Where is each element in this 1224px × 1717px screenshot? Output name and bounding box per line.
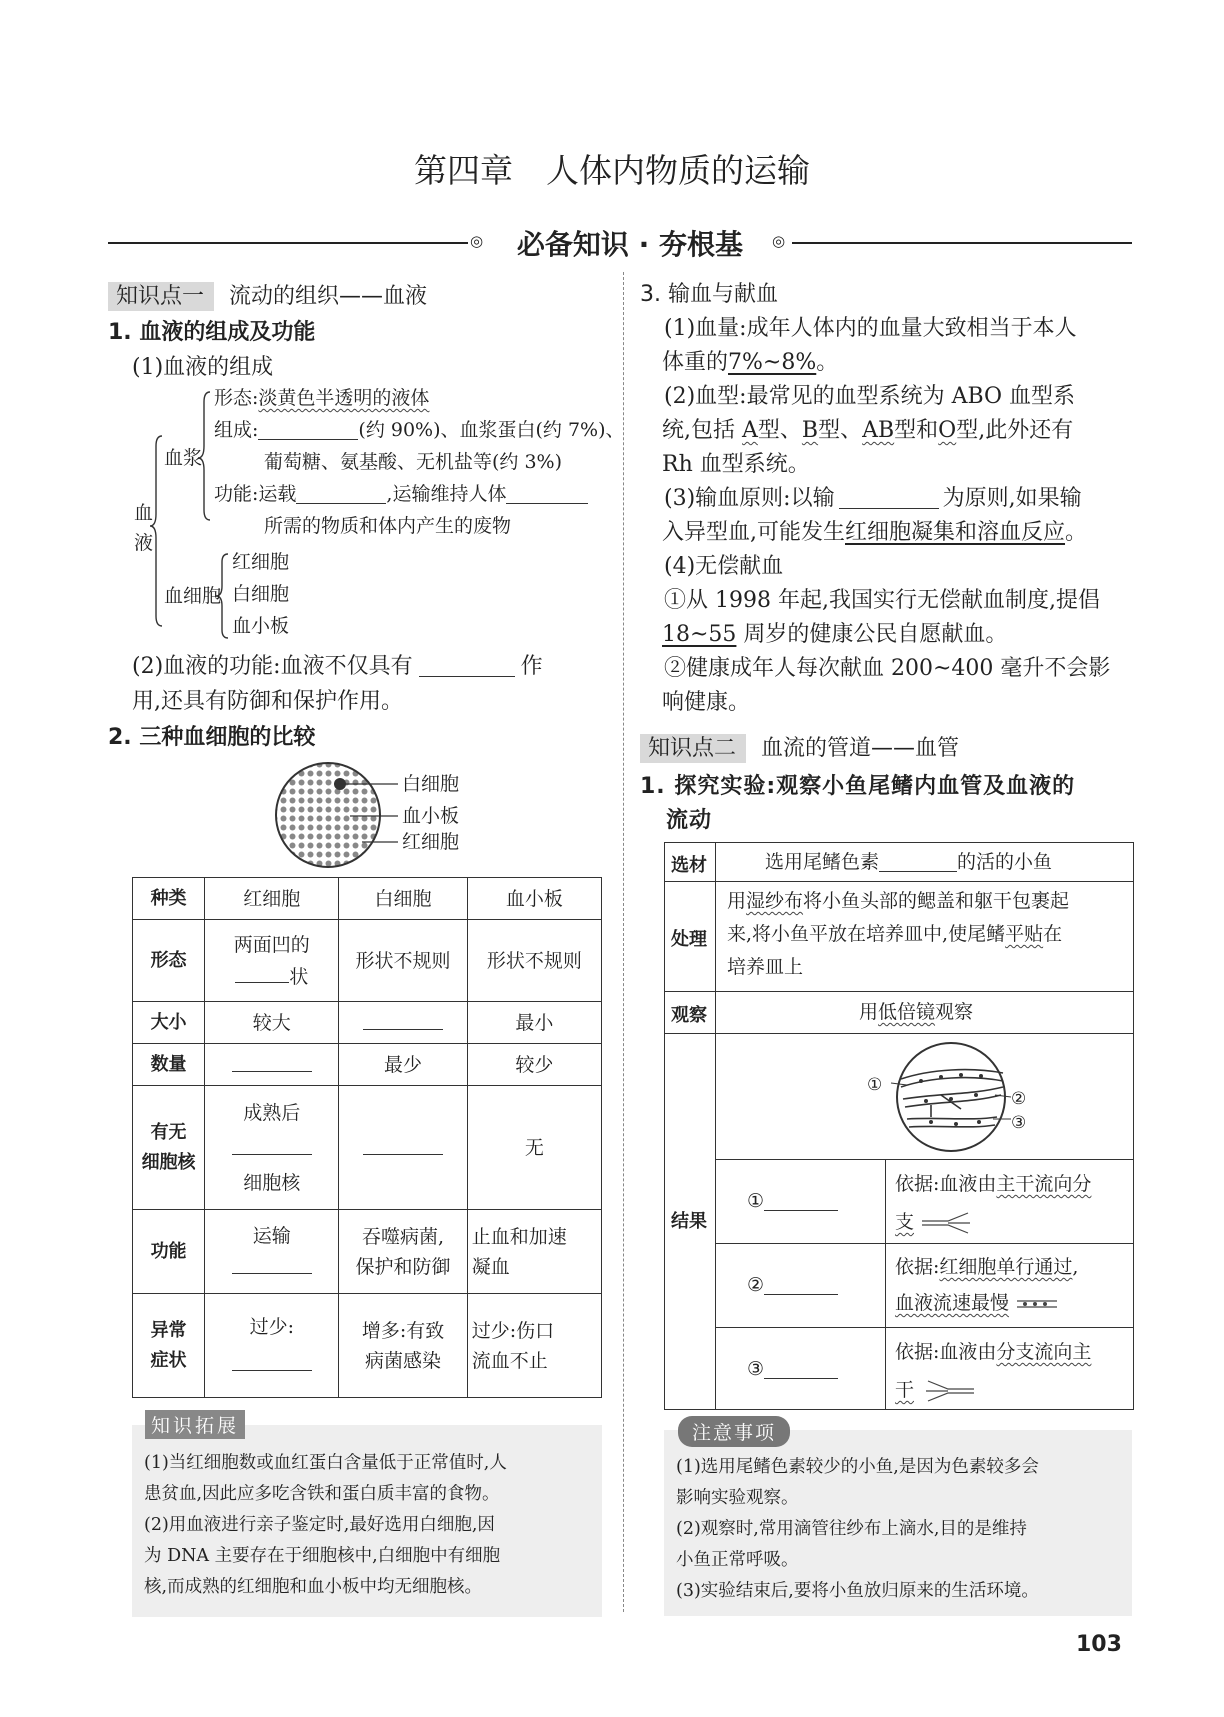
blood-type-ab: AB bbox=[862, 418, 895, 443]
count-blank[interactable] bbox=[232, 1049, 312, 1072]
proc-text: 将小鱼头部的鳃盖和躯干包裹起 bbox=[803, 890, 1070, 912]
p2-b: 统,包括 bbox=[662, 418, 735, 443]
banner-line-left bbox=[108, 242, 468, 244]
chapter-title: 第四章 人体内物质的运输 bbox=[414, 151, 810, 190]
vessel-mark-2: ② bbox=[1011, 1089, 1027, 1109]
p2-t4: 型,此外还有 bbox=[956, 418, 1074, 443]
exp-title-1: 1. 探究实验:观察小鱼尾鳍内血管及血液的 bbox=[640, 774, 1076, 799]
table-row bbox=[133, 878, 602, 920]
exp-label: 观察 bbox=[671, 1005, 707, 1026]
column-divider bbox=[623, 272, 624, 1612]
blood-type-o: O bbox=[938, 418, 957, 443]
figure-label-wbc: 白细胞 bbox=[402, 773, 460, 795]
table-cell: 较大 bbox=[205, 1002, 339, 1044]
p2-t2: 型、 bbox=[818, 418, 863, 443]
kp2-heading bbox=[640, 732, 959, 766]
p3-d: 红细胞凝集和溶血反应 bbox=[845, 520, 1066, 545]
p2-c: Rh 血型系统。 bbox=[662, 452, 810, 477]
table-cell bbox=[205, 1044, 339, 1086]
table-cell-text: 成熟后 bbox=[243, 1101, 301, 1124]
shape-blank[interactable] bbox=[235, 960, 289, 983]
function-blank[interactable] bbox=[232, 1251, 312, 1274]
ext-line: 核,而成熟的红细胞和血小板中均无细胞核。 bbox=[144, 1577, 483, 1597]
table-row bbox=[133, 1002, 602, 1044]
s1-sub2-c: 用,还具有防御和保护作用。 bbox=[132, 689, 403, 714]
proc-text: 来,将小鱼平放在培养皿中,使尾鳍 bbox=[727, 923, 1006, 945]
exp-label: 结果 bbox=[671, 1211, 707, 1232]
capillary-icon bbox=[1015, 1296, 1059, 1312]
table-cell-text: 过少: bbox=[249, 1315, 294, 1338]
observe-text: 用 bbox=[859, 1001, 879, 1023]
table-cell bbox=[205, 1294, 339, 1398]
blood-cell-table bbox=[132, 877, 602, 1398]
s1-sub2-a: (2)血液的功能:血液不仅具有 bbox=[132, 654, 413, 679]
table-cell-text: 运输 bbox=[252, 1224, 291, 1247]
vessel-mark-1: ① bbox=[867, 1075, 883, 1095]
cell-item: 血小板 bbox=[232, 615, 290, 637]
proc-wet-gauze: 湿纱布 bbox=[746, 890, 804, 912]
table-header: 种类 bbox=[133, 878, 205, 920]
kp1-heading bbox=[108, 280, 427, 314]
basis-key: 支 bbox=[895, 1211, 915, 1233]
transfusion-principle-blank[interactable] bbox=[839, 486, 939, 509]
table-header: 白细胞 bbox=[339, 878, 467, 920]
section-banner: 必备知识 · 夯根基 bbox=[516, 228, 744, 261]
nucleus-blank-wbc[interactable] bbox=[363, 1132, 443, 1155]
s1-title: 1. 血液的组成及功能 bbox=[108, 320, 316, 345]
p2-a: (2)血型:最常见的血型系统为 ABO 血型系 bbox=[664, 384, 1076, 409]
table-cell: 无 bbox=[467, 1086, 601, 1210]
p3-b: 为原则,如果输 bbox=[942, 486, 1082, 511]
figure-label-platelet: 血小板 bbox=[402, 805, 460, 827]
note-line: 影响实验观察。 bbox=[676, 1488, 799, 1508]
proc-text: 培养皿上 bbox=[727, 956, 804, 978]
plasma-func-blank-1[interactable] bbox=[296, 484, 386, 504]
kp2-title: 血流的管道——血管 bbox=[761, 736, 960, 761]
ext-line: (2)用血液进行亲子鉴定时,最好选用白细胞,因 bbox=[144, 1515, 495, 1535]
result-3-answer bbox=[747, 1353, 838, 1385]
exp-label: 选材 bbox=[671, 855, 707, 876]
p1-b: 体重的 bbox=[662, 350, 729, 375]
table-cell-text: 保护和防御 bbox=[355, 1255, 451, 1278]
table-row bbox=[133, 1210, 602, 1294]
plasma-label: 血浆 bbox=[164, 447, 203, 469]
p5-c: 周岁的健康公民自愿献血。 bbox=[743, 622, 1008, 647]
exp-process bbox=[727, 885, 1069, 984]
table-cell bbox=[467, 1210, 601, 1294]
s2-title: 2. 三种血细胞的比较 bbox=[108, 725, 316, 750]
p4: (4)无偿献血 bbox=[664, 554, 784, 579]
blood-type-a: A bbox=[742, 418, 758, 443]
result-2-answer bbox=[747, 1269, 838, 1301]
observe-text: 观察 bbox=[935, 1001, 974, 1023]
p3-c: 入异型血,可能发生 bbox=[662, 520, 845, 545]
exp-title bbox=[640, 770, 1075, 838]
table-cell bbox=[205, 1086, 339, 1210]
table-cell-text: 流血不止 bbox=[471, 1349, 548, 1372]
result-num: ③ bbox=[747, 1358, 765, 1380]
table-row bbox=[133, 920, 602, 1002]
plasma-comp-1: (约 90%)、血浆蛋白(约 7%)、 bbox=[358, 419, 625, 441]
row-label-2: 症状 bbox=[150, 1349, 187, 1371]
blood-type-b: B bbox=[801, 418, 819, 443]
kp1-tag: 知识点一 bbox=[108, 282, 214, 311]
plasma-func-label: 功能:运载 bbox=[214, 483, 297, 505]
cells-label: 血细胞 bbox=[164, 585, 222, 607]
table-cell bbox=[339, 1210, 467, 1294]
notes-badge: 注意事项 bbox=[678, 1416, 790, 1447]
p1-d: 。 bbox=[816, 350, 839, 375]
table-cell bbox=[467, 1294, 601, 1398]
tree-root-1: 血 bbox=[134, 502, 154, 524]
table-cell bbox=[339, 1002, 467, 1044]
nucleus-blank-rbc[interactable] bbox=[232, 1132, 312, 1155]
experiment-table bbox=[664, 842, 1134, 1410]
plasma-comp-2: 葡萄糖、氨基酸、无机盐等(约 3%) bbox=[264, 451, 563, 473]
s3-title: 3. 输血与献血 bbox=[640, 282, 778, 307]
banner-ornament-left-icon: ◎ bbox=[470, 232, 484, 250]
row-label: 数量 bbox=[133, 1044, 205, 1086]
note-line: (1)选用尾鳍色素较少的小鱼,是因为色素较多会 bbox=[676, 1457, 1039, 1477]
p2-t3: 型和 bbox=[894, 418, 939, 443]
table-cell-text: 过少:伤口 bbox=[471, 1319, 555, 1342]
p1-a: (1)血量:成年人体内的血量大致相当于本人 bbox=[664, 316, 1077, 341]
exp-row-divider bbox=[715, 1243, 1133, 1244]
row-label-1: 有无 bbox=[150, 1121, 187, 1143]
ext-line: 为 DNA 主要存在于细胞核中,白细胞中有细胞 bbox=[144, 1546, 501, 1566]
table-header: 血小板 bbox=[467, 878, 601, 920]
kp1-title: 流动的组织——血液 bbox=[229, 284, 428, 309]
p3-a: (3)输血原则:以输 bbox=[664, 486, 835, 511]
banner-ornament-right-icon: ◎ bbox=[772, 232, 786, 250]
basis-key: 主干流向分 bbox=[996, 1173, 1092, 1195]
artery-branch-icon bbox=[920, 1211, 976, 1235]
basis-text: 依据:血液由 bbox=[895, 1341, 997, 1363]
page-number: 103 bbox=[1076, 1632, 1122, 1657]
p6-a: ②健康成年人每次献血 200~400 毫升不会影 bbox=[664, 656, 1111, 681]
vessel-figure bbox=[871, 1039, 1031, 1155]
result-1-answer bbox=[747, 1185, 838, 1217]
note-line: (3)实验结束后,要将小鱼放归原来的生活环境。 bbox=[676, 1581, 1039, 1601]
tree-root-2: 液 bbox=[134, 532, 154, 554]
exp-material-b: 的活的小鱼 bbox=[957, 851, 1053, 873]
result-2-basis bbox=[895, 1249, 1078, 1321]
table-cell: 较少 bbox=[467, 1044, 601, 1086]
plasma-form-label: 形态: bbox=[214, 387, 259, 409]
proc-text: 在 bbox=[1043, 923, 1063, 945]
exp-row-divider bbox=[665, 991, 1133, 992]
exp-row-divider bbox=[715, 1327, 1133, 1328]
banner-line-right bbox=[792, 242, 1132, 244]
ext-line: 患贫血,因此应多吃含铁和蛋白质丰富的食物。 bbox=[144, 1484, 500, 1504]
result-3-basis bbox=[895, 1333, 1091, 1409]
table-row bbox=[133, 1294, 602, 1398]
vessel-mark-3: ③ bbox=[1011, 1113, 1027, 1133]
blood-tree bbox=[128, 386, 625, 642]
table-cell bbox=[339, 1294, 467, 1398]
basis-text: , bbox=[1072, 1256, 1079, 1278]
table-cell-text: 病菌感染 bbox=[365, 1349, 442, 1372]
row-label: 功能 bbox=[133, 1210, 205, 1294]
p5-line bbox=[662, 618, 1134, 652]
ext-line: (1)当红细胞数或血红蛋白含量低于正常值时,人 bbox=[144, 1453, 507, 1473]
exp-row-divider bbox=[665, 1033, 1133, 1034]
row-label bbox=[133, 1294, 205, 1398]
table-cell-text: 状 bbox=[289, 965, 309, 988]
p3-e: 。 bbox=[1065, 520, 1088, 545]
exp-material bbox=[765, 846, 1052, 878]
knowledge-extension-text bbox=[144, 1448, 596, 1603]
table-cell bbox=[205, 1210, 339, 1294]
p1-c: 7%~8% bbox=[728, 350, 817, 375]
p1-line bbox=[662, 346, 1134, 380]
s1-sub2 bbox=[132, 650, 543, 684]
note-line: 小鱼正常呼吸。 bbox=[676, 1550, 799, 1570]
plasma-form bbox=[214, 382, 429, 414]
table-cell-text: 增多:有致 bbox=[361, 1319, 445, 1342]
exp-row-divider bbox=[665, 881, 1133, 882]
transfusion-text bbox=[664, 312, 1134, 720]
plasma-function bbox=[214, 478, 588, 510]
row-label bbox=[133, 1086, 205, 1210]
p2-line bbox=[662, 414, 1134, 448]
plasma-func-2: 所需的物质和体内产生的废物 bbox=[264, 515, 512, 537]
cell-item: 白细胞 bbox=[232, 583, 290, 605]
size-blank[interactable] bbox=[363, 1007, 443, 1030]
basis-text: 依据:血液由 bbox=[895, 1173, 997, 1195]
abnormal-blank[interactable] bbox=[232, 1348, 312, 1371]
table-cell: 形状不规则 bbox=[339, 920, 467, 1002]
result-3-blank[interactable] bbox=[764, 1359, 838, 1379]
observe-low-power: 低倍镜 bbox=[878, 1001, 936, 1023]
proc-text: 用 bbox=[727, 890, 747, 912]
plasma-form-value: 淡黄色半透明的液体 bbox=[258, 387, 430, 409]
basis-key: 干 bbox=[895, 1379, 915, 1401]
p3-line bbox=[664, 482, 1134, 516]
figure-label-rbc: 红细胞 bbox=[402, 831, 460, 853]
note-line: (2)观察时,常用滴管往纱布上滴水,目的是维持 bbox=[676, 1519, 1027, 1539]
plasma-comp-blank[interactable] bbox=[258, 420, 358, 440]
exp-row-divider bbox=[715, 1159, 1133, 1160]
plasma-composition bbox=[214, 414, 625, 446]
table-cell-text: 止血和加速 bbox=[471, 1225, 567, 1248]
row-label: 形态 bbox=[133, 920, 205, 1002]
exp-label-divider bbox=[715, 843, 716, 1409]
p6-b: 响健康。 bbox=[662, 690, 751, 715]
table-row bbox=[133, 1044, 602, 1086]
exp-title-2: 流动 bbox=[666, 808, 713, 833]
plasma-func-1: ,运输维持人体 bbox=[386, 483, 507, 505]
basis-key: 分支流向主 bbox=[996, 1341, 1092, 1363]
notes-text bbox=[676, 1452, 1128, 1607]
exp-observe bbox=[859, 996, 973, 1028]
plasma-func-blank-2[interactable] bbox=[506, 484, 588, 504]
basis-text: 依据: bbox=[895, 1256, 940, 1278]
table-cell-text: 细胞核 bbox=[243, 1171, 301, 1194]
table-cell bbox=[205, 920, 339, 1002]
pigment-blank[interactable] bbox=[879, 852, 957, 872]
table-cell-text: 两面凹的 bbox=[233, 933, 310, 956]
result-num: ② bbox=[747, 1274, 765, 1296]
table-cell: 最少 bbox=[339, 1044, 467, 1086]
vein-merge-icon bbox=[920, 1379, 976, 1403]
result-num: ① bbox=[747, 1190, 765, 1212]
s1-sub1: (1)血液的组成 bbox=[132, 355, 274, 380]
table-row bbox=[133, 1086, 602, 1210]
table-header: 红细胞 bbox=[205, 878, 339, 920]
table-cell-text: 凝血 bbox=[471, 1255, 510, 1278]
table-cell-text: 吞噬病菌, bbox=[362, 1225, 445, 1248]
p2-t1: 型、 bbox=[757, 418, 802, 443]
p5-a: ①从 1998 年起,我国实行无偿献血制度,提倡 bbox=[664, 588, 1100, 613]
table-cell bbox=[339, 1086, 467, 1210]
table-cell: 形状不规则 bbox=[467, 920, 601, 1002]
basis-key: 血液流速最慢 bbox=[895, 1292, 1010, 1314]
basis-key: 红细胞单行通过 bbox=[939, 1256, 1073, 1278]
exp-result-divider bbox=[885, 1159, 886, 1409]
exp-material-a: 选用尾鳍色素 bbox=[765, 851, 880, 873]
proc-flat: 平贴 bbox=[1005, 923, 1044, 945]
p3-line-2 bbox=[662, 516, 1134, 550]
row-label-2: 细胞核 bbox=[141, 1151, 196, 1173]
result-1-basis bbox=[895, 1165, 1091, 1241]
kp2-tag: 知识点二 bbox=[640, 734, 746, 763]
plasma-comp-label: 组成: bbox=[214, 419, 259, 441]
exp-label: 处理 bbox=[671, 929, 707, 950]
result-1-blank[interactable] bbox=[764, 1191, 838, 1211]
s1-sub2-b: 作 bbox=[520, 654, 543, 679]
knowledge-extension-badge: 知识拓展 bbox=[145, 1410, 245, 1439]
p5-b: 18~55 bbox=[662, 622, 737, 647]
result-2-blank[interactable] bbox=[764, 1275, 838, 1295]
row-label: 大小 bbox=[133, 1002, 205, 1044]
cell-item: 红细胞 bbox=[232, 551, 290, 573]
table-cell: 最小 bbox=[467, 1002, 601, 1044]
blood-function-blank[interactable] bbox=[419, 654, 515, 677]
row-label-1: 异常 bbox=[150, 1319, 187, 1341]
